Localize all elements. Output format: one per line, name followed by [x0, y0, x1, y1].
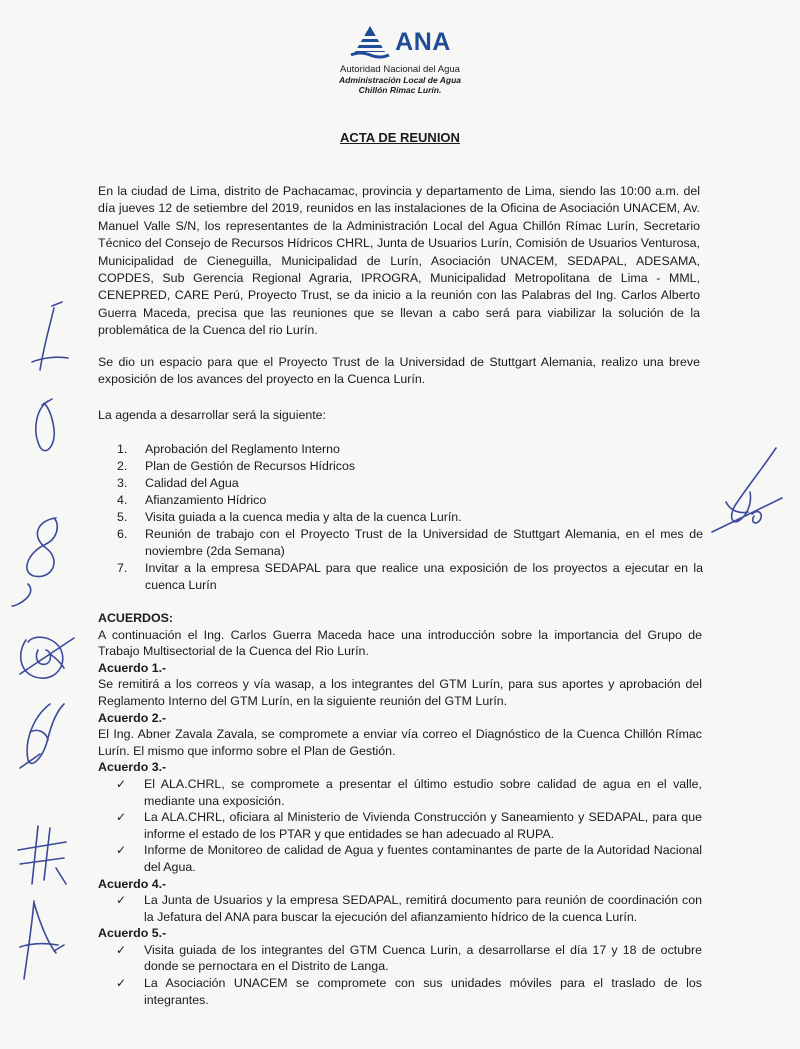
document-title: ACTA DE REUNION	[340, 130, 460, 145]
check-icon: ✓	[116, 776, 127, 791]
acuerdos-heading: ACUERDOS:	[98, 611, 174, 625]
ana-logo	[320, 20, 480, 95]
acuerdo-3-item: ✓ Informe de Monitoreo de calidad de Agua y fuentes contaminantes de parte de la Autoridad Nacional del Agua.	[116, 843, 702, 874]
check-icon: ✓	[116, 942, 127, 957]
org-line-3: Chillón Rímac Lurín.	[358, 85, 442, 95]
acuerdo-3-item: ✓ El ALA.CHRL, se compromete a presentar el último estudio sobre calidad de agua en el valle, mediante una exposición.	[116, 776, 702, 808]
trust-paragraph: Se dio un espacio para que el Proyecto Trust de la Universidad de Stuttgart Alemania, realizo una breve exposición de los avances del proyecto en la Cuenca Lurín.	[98, 355, 700, 387]
acuerdo-2-text: El Ing. Abner Zavala Zavala, se compromete a enviar vía correo el Diagnóstico de la Cuenca Chillón Rímac Lurín. El mismo que informo sobre el Plan de Gestión.	[98, 727, 702, 758]
agenda-item: 1. Aprobación del Reglamento Interno	[117, 442, 340, 456]
agenda-intro: La agenda a desarrollar será la siguiente:	[98, 408, 326, 422]
intro-paragraph: En la ciudad de Lima, distrito de Pachacamac, provincia y departamento de Lima, siendo las 10:00 a.m. del día jueves 12 de setiembre del 2019, reunidos en las instalaciones de la Oficina de Asociación UNACEM, Av. Manuel Valle S/N, los representantes de la Administración Local del Agua Chillón Rímac Lurín, Secretario Técnico del Consejo de Recursos Hídricos CHRL, Junta de Usuarios Lurín, Comisión de Usuarios Venturosa, Municipalidad de Cieneguilla, Municipalidad de Lurín, Asociación UNACEM, SEDAPAL, ADESAMA, COPDES, Sub Gerencia Regional Agraria, IPROGRA, Municipalidad Metropolitana de Lima - MML, CENEPRED, CARE Perú, Proyecto Trust, se da inicio a la reunión con las Palabras del Ing. Carlos Alberto Guerra Maceda, precisa que las reuniones que se llevan a cabo será para viabilizar la solución de la problemática de la Cuenca del rio Lurín.	[98, 184, 700, 338]
logo-text: ANA	[395, 27, 451, 56]
margin-signature-7	[10, 895, 70, 985]
agenda-item: 3. Calidad del Agua	[117, 476, 239, 490]
acuerdos-section	[98, 610, 702, 1008]
margin-signature-1	[22, 300, 82, 385]
acuerdo-4-title: Acuerdo 4.-	[98, 876, 167, 891]
margin-signature-3	[8, 510, 78, 610]
acuerdo-1-title: Acuerdo 1.-	[98, 660, 167, 675]
margin-signature-4	[12, 628, 82, 688]
check-icon: ✓	[116, 893, 127, 908]
check-icon: ✓	[116, 976, 127, 991]
org-line-2: Administración Local de Agua	[338, 75, 461, 85]
agenda-item: 7. Invitar a la empresa SEDAPAL para que realice una exposición de los proyectos a ejecutar en la cuenca Lurín	[117, 561, 703, 592]
acuerdo-3-item: ✓ La ALA.CHRL, oficiara al Ministerio de Vivienda Construcción y Saneamiento y SEDAPAL, para que informe el estado de los PTAR y que entidades se han adecuado al RUPA.	[116, 810, 702, 841]
agenda-item: 6. Reunión de trabajo con el Proyecto Trust de la Universidad de Stuttgart Alemania, en el mes de noviembre (2da Semana)	[117, 527, 703, 558]
acuerdo-4-item: ✓ La Junta de Usuarios y la empresa SEDAPAL, remitirá documento para reunión de coordinación con la Jefatura del ANA para buscar la ejecución del afianzamiento hídrico de la cuenca Lurín.	[116, 893, 702, 924]
margin-signature-6	[12, 820, 72, 890]
agenda-item: 4. Afianzamiento Hídrico	[117, 493, 267, 507]
acuerdo-5-title: Acuerdo 5.-	[98, 926, 167, 941]
acuerdo-1-text: Se remitirá a los correos y vía wasap, a los integrantes del GTM Lurín, para sus aportes y aprobación del Reglamento Interno del GTM Lurín, en la siguiente reunión del GTM Lurín.	[98, 677, 702, 708]
acuerdo-2-title: Acuerdo 2.-	[98, 710, 167, 725]
margin-signature-5	[14, 698, 74, 773]
ana-emblem-icon	[349, 24, 391, 60]
agenda-item: 2. Plan de Gestión de Recursos Hídricos	[117, 459, 356, 473]
acuerdo-3-title: Acuerdo 3.-	[98, 760, 167, 775]
org-name: Autoridad Nacional del Agua	[340, 64, 460, 75]
acuerdo-5-item: ✓ La Asociación UNACEM se compromete con sus unidades móviles para el traslado de los integrantes.	[116, 976, 702, 1007]
margin-signature-2	[18, 395, 78, 465]
check-icon: ✓	[116, 810, 127, 825]
check-icon: ✓	[116, 843, 127, 858]
agenda-list	[117, 441, 703, 594]
acuerdos-intro: A continuación el Ing. Carlos Guerra Maceda hace una introducción sobre la importancia del Grupo de Trabajo Multisectorial de la Cuenca del Rio Lurín.	[98, 627, 702, 659]
acuerdo-5-item: ✓ Visita guiada de los integrantes del GTM Cuenca Lurin, a desarrollarse el día 17 y 18 de octubre donde se pernoctara en el Distrito de Langa.	[116, 942, 702, 974]
agenda-item: 5. Visita guiada a la cuenca media y alta de la cuenca Lurín.	[117, 510, 462, 524]
right-margin-signature	[708, 440, 788, 540]
